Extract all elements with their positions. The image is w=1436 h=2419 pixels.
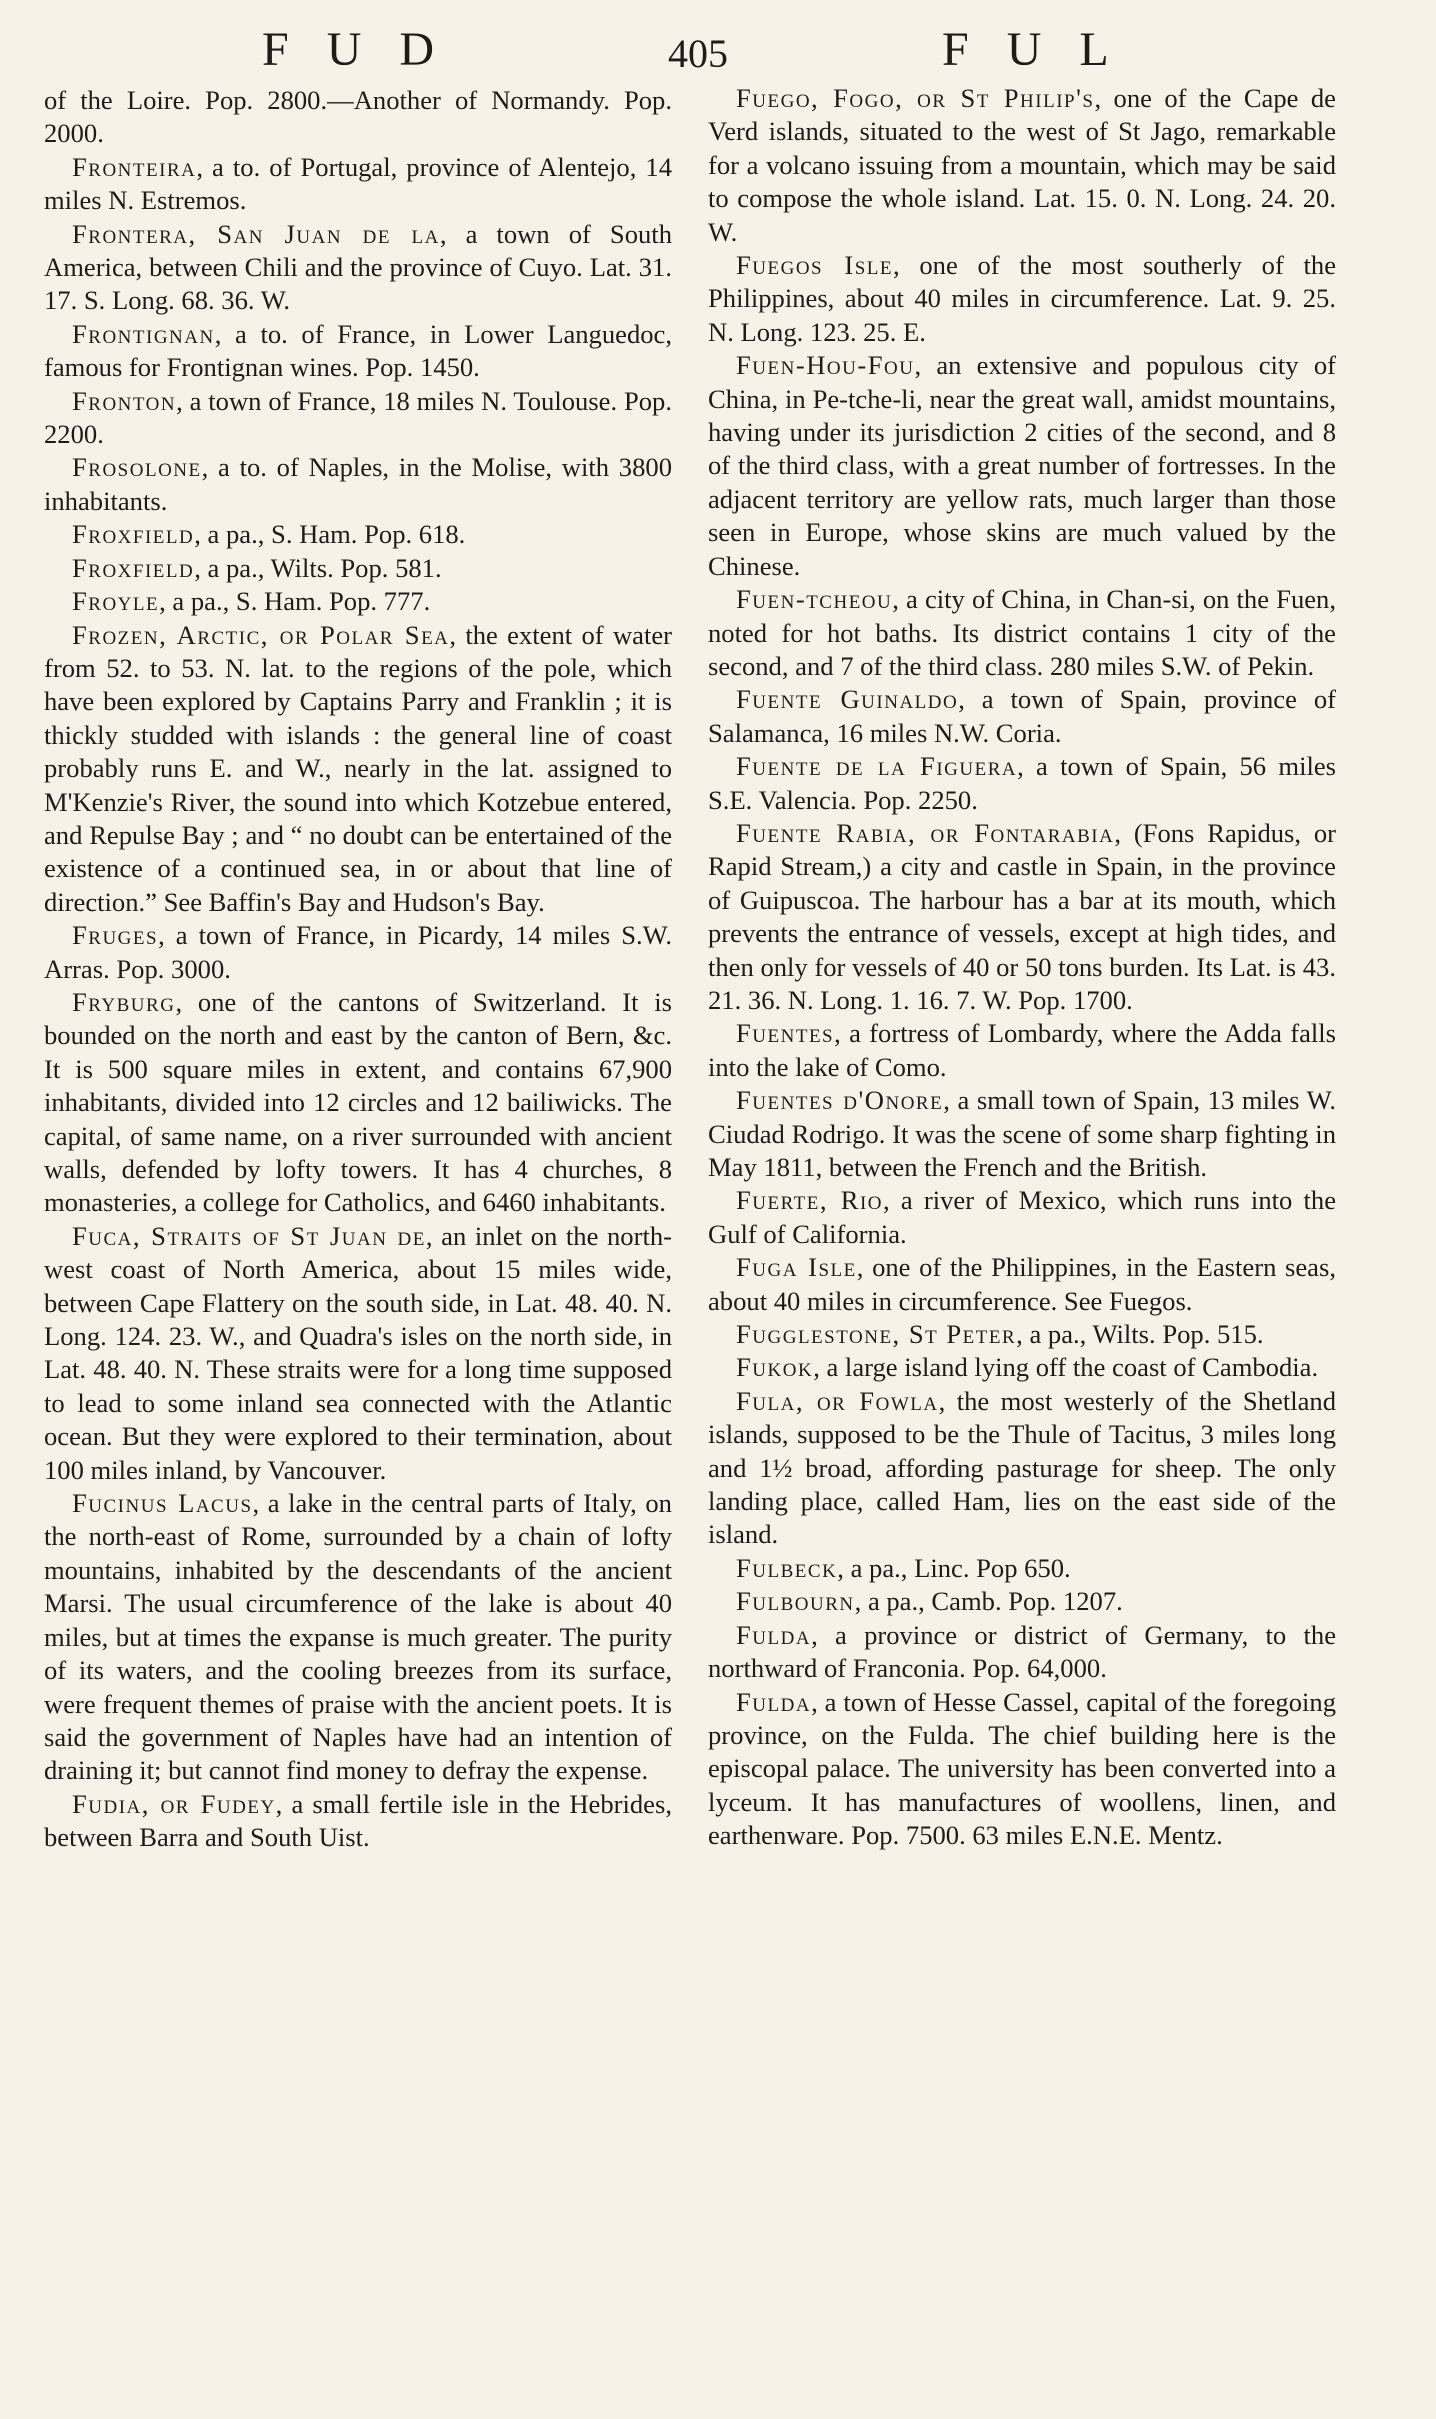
entry-text: , a city of China, in Chan-si, on the Fuen, noted for hot baths. Its district contains 1 city of the second, and 7 of the third class. 280 miles S.W. of Pekin. [708,584,1336,681]
gazetteer-entry [708,349,1336,583]
gazetteer-entry [708,683,1336,750]
gazetteer-entry [44,1220,672,1487]
entry-text: , a pa., Camb. Pop. 1207. [854,1586,1123,1617]
gazetteer-entry [44,619,672,920]
entry-text: , a to. of Portugal, province of Alentejo, 14 miles N. Estremos. [44,151,672,216]
entry-text: , a pa., Wilts. Pop. 581. [194,552,442,583]
left-column [44,84,672,1855]
gazetteer-entry [708,1552,1336,1585]
entry-headword: Fucinus Lacus [72,1488,253,1519]
entry-text: , a fortress of Lombardy, where the Adda falls into the lake of Como. [708,1018,1336,1082]
gazetteer-entry [44,1788,672,1855]
entry-headword: Fuentes d'Onore [736,1085,944,1116]
entry-text: , a town of France, in Picardy, 14 miles S.W. Arras. Pop. 3000. [44,920,672,984]
gazetteer-entry [708,1351,1336,1384]
header-left-guideword: FUD [262,23,473,76]
entry-text: , a town of Spain, province of Salamanca, 16 miles N.W. Coria. [708,684,1336,748]
entry-headword: Fuca, Straits of St Juan de [72,1220,426,1251]
header-right-guideword: FUL [942,23,1147,76]
gazetteer-entry [44,151,672,218]
entry-headword: Fulda [736,1686,812,1717]
entry-text: , a town of Hesse Cassel, capital of the foregoing province, on the Fulda. The chief building here is the episcopal palace. The university has been converted into a lyceum. It has manufactures of woollens, linen, and earthenware. Pop. 7500. 63 miles E.N.E. Mentz. [708,1686,1336,1851]
entry-headword: Froyle [72,586,160,617]
entry-headword: Fuen-Hou-Fou [736,350,915,381]
gazetteer-entry [708,1385,1336,1552]
entry-headword: Fudia, or Fudey [72,1788,276,1819]
entry-text: , a to. of France, in Lower Languedoc, famous for Frontignan wines. Pop. 1450. [44,318,672,383]
gazetteer-entry [708,817,1336,1017]
gazetteer-entry [708,1084,1336,1184]
entry-headword: Fuente de la Figuera [736,751,1018,782]
gazetteer-entry [44,585,672,618]
entry-text: , an inlet on the north-west coast of North America, about 15 miles wide, between Cape Flattery on the south side, in Lat. 48. 40. N. Long. 124. 23. W., and Quadra's isles on the north side, in Lat. 48. 40. N. These straits were for a long time supposed to lead to some inland sea connected with the Atlantic ocean. But they were explored to their termination, about 100 miles inland, by Vancouver. [44,1220,672,1485]
gazetteer-entry [708,1585,1336,1618]
entry-text: , a to. of Naples, in the Molise, with 3800 inhabitants. [44,452,672,516]
entry-headword: Frontignan [72,318,215,349]
gazetteer-entry [44,84,672,151]
entry-text: , one of the most southerly of the Philippines, about 40 miles in circumference. Lat. 9. 25. N. Long. 123. 25. E. [708,250,1336,347]
entry-text: , a town of France, 18 miles N. Toulouse. Pop. 2200. [44,385,672,450]
entry-text: of the Loire. Pop. 2800.—Another of Normandy. Pop. 2000. [44,85,672,149]
gazetteer-entry [708,1251,1336,1318]
entry-headword: Fuente Rabia, or Fontarabia [736,817,1115,848]
entry-text: , a lake in the central parts of Italy, on the north-east of Rome, surrounded by a chain of lofty mountains, inhabited by the descendants of the ancient Marsi. The usual circumference of the lake is about 40 miles, but at times the expanse is much greater. The purity of its waters, and the cooling breezes from its surface, were frequent themes of praise with the ancient poets. It is said the government of Naples have had an intention of draining it; but cannot find money to defray the expense. [44,1488,672,1786]
gazetteer-entry [708,1619,1336,1686]
gazetteer-entry [44,1487,672,1788]
entry-headword: Fuego, Fogo, or St Philip's [736,83,1095,113]
gazetteer-entry [708,1318,1336,1351]
entry-text: , an extensive and populous city of China, in Pe-tche-li, near the great wall, amidst mountains, having under its jurisdiction 2 cities of the second, and 8 of the third class, with a great number of fortresses. In the adjacent territory are yellow rats, much larger than those seen in Europe, whose skins are much valued by the Chinese. [708,350,1336,581]
page-number: 405 [668,31,728,76]
entry-headword: Frosolone [72,452,202,483]
entry-headword: Fulbeck [736,1552,838,1583]
entry-text: , one of the Cape de Verd islands, situated to the west of St Jago, remarkable for a volcano issuing from a mountain, which may be said to compose the whole island. Lat. 15. 0. N. Long. 24. 20. W. [708,83,1336,247]
entry-headword: Fruges [72,920,159,951]
entry-headword: Fuentes [736,1018,835,1049]
gazetteer-entry [708,583,1336,683]
entry-text: , a large island lying off the coast of Cambodia. [813,1352,1319,1383]
entry-text: , a pa., S. Ham. Pop. 618. [194,519,466,550]
entry-text: , a pa., S. Ham. Pop. 777. [159,586,431,617]
entry-headword: Fryburg [72,986,176,1017]
entry-text: , (Fons Rapidus, or Rapid Stream,) a city and castle in Spain, in the province of Guipuscoa. The harbour has a bar at its mouth, which prevents the entrance of vessels, except at high tides, and then only for vessels of 40 or 50 tons burden. Its Lat. is 43. 21. 36. N. Long. 1. 16. 7. W. Pop. 1700. [708,817,1336,1015]
gazetteer-entry [708,1686,1336,1853]
entry-headword: Fuen-tcheou [736,584,893,615]
entry-headword: Fronteira [72,151,197,182]
entry-text: , a pa., Wilts. Pop. 515. [1016,1319,1264,1350]
gazetteer-entry [708,750,1336,817]
gazetteer-entry [44,919,672,986]
gazetteer-entry [708,1184,1336,1251]
entry-headword: Fukok [736,1352,814,1383]
entry-headword: Fuegos Isle [736,250,893,281]
entry-text: , a town of South America, between Chili and the province of Cuyo. Lat. 31. 17. S. Long. 68. 36. W. [44,218,672,316]
entry-headword: Fronton [72,385,177,416]
gazetteer-entry [44,518,672,551]
entry-text: , a pa., Linc. Pop 650. [837,1552,1071,1583]
entry-text: , a town of Spain, 56 miles S.E. Valencia. Pop. 2250. [708,751,1336,815]
gazetteer-entry [44,318,672,385]
entry-text: , the most westerly of the Shetland islands, supposed to be the Thule of Tacitus, 3 miles long and 1½ broad, affording pasturage for sheep. The only landing place, called Ham, lies on the east side of the island. [708,1385,1336,1550]
gazetteer-entry [44,218,672,318]
entry-headword: Fulda [736,1619,812,1650]
entry-headword: Froxfield [72,552,195,583]
entry-text: , a province or district of Germany, to the northward of Franconia. Pop. 64,000. [708,1619,1336,1684]
entry-headword: Fulbourn [736,1586,855,1617]
gazetteer-entry [708,249,1336,349]
entry-headword: Fugglestone, St Peter [736,1319,1017,1350]
entry-text: , a river of Mexico, which runs into the Gulf of California. [708,1185,1337,1249]
entry-text: , one of the Philippines, in the Eastern seas, about 40 miles in circumference. See Fuegos. [708,1252,1336,1316]
gazetteer-entry [44,385,672,452]
gazetteer-entry [44,451,672,518]
gazetteer-entry [708,1017,1336,1084]
entry-headword: Froxfield [72,519,195,550]
entry-text: , a small fertile isle in the Hebrides, between Barra and South Uist. [44,1788,672,1853]
entry-headword: Fula, or Fowla [736,1385,939,1416]
right-column [708,82,1336,1853]
entry-headword: Fuente Guinaldo [736,684,959,715]
entry-headword: Fuga Isle [736,1252,857,1283]
entry-headword: Frozen, Arctic, or Polar Sea [72,619,450,650]
running-header [0,10,1436,90]
entry-headword: Fuerte, Rio [736,1185,884,1216]
entry-text: , the extent of water from 52. to 53. N. lat. to the regions of the pole, which have been explored by Captains Parry and Franklin ; it is thickly studded with islands : the general line of coast probably runs E. and W., nearly in the lat. assigned to M'Kenzie's River, the sound into which Kotzebue entered, and Repulse Bay ; and “ no doubt can be entertained of the existence of a continued sea, in or about that line of direction.” See Baffin's Bay and Hudson's Bay. [44,619,672,917]
gazetteer-entry [44,552,672,585]
gazetteer-entry [708,82,1336,249]
entry-text: , a small town of Spain, 13 miles W. Ciudad Rodrigo. It was the scene of some sharp fighting in May 1811, between the French and the British. [708,1085,1336,1182]
entry-headword: Frontera, San Juan de la [72,218,440,249]
gazetteer-entry [44,986,672,1220]
entry-text: , one of the cantons of Switzerland. It is bounded on the north and east by the canton of Bern, &c. It is 500 square miles in extent, and contains 67,900 inhabitants, divided into 12 circles and 12 bailiwicks. The capital, of same name, on a river surrounded with ancient walls, defended by lofty towers. It has 4 churches, 8 monasteries, a college for Catholics, and 6460 inhabitants. [44,986,672,1218]
